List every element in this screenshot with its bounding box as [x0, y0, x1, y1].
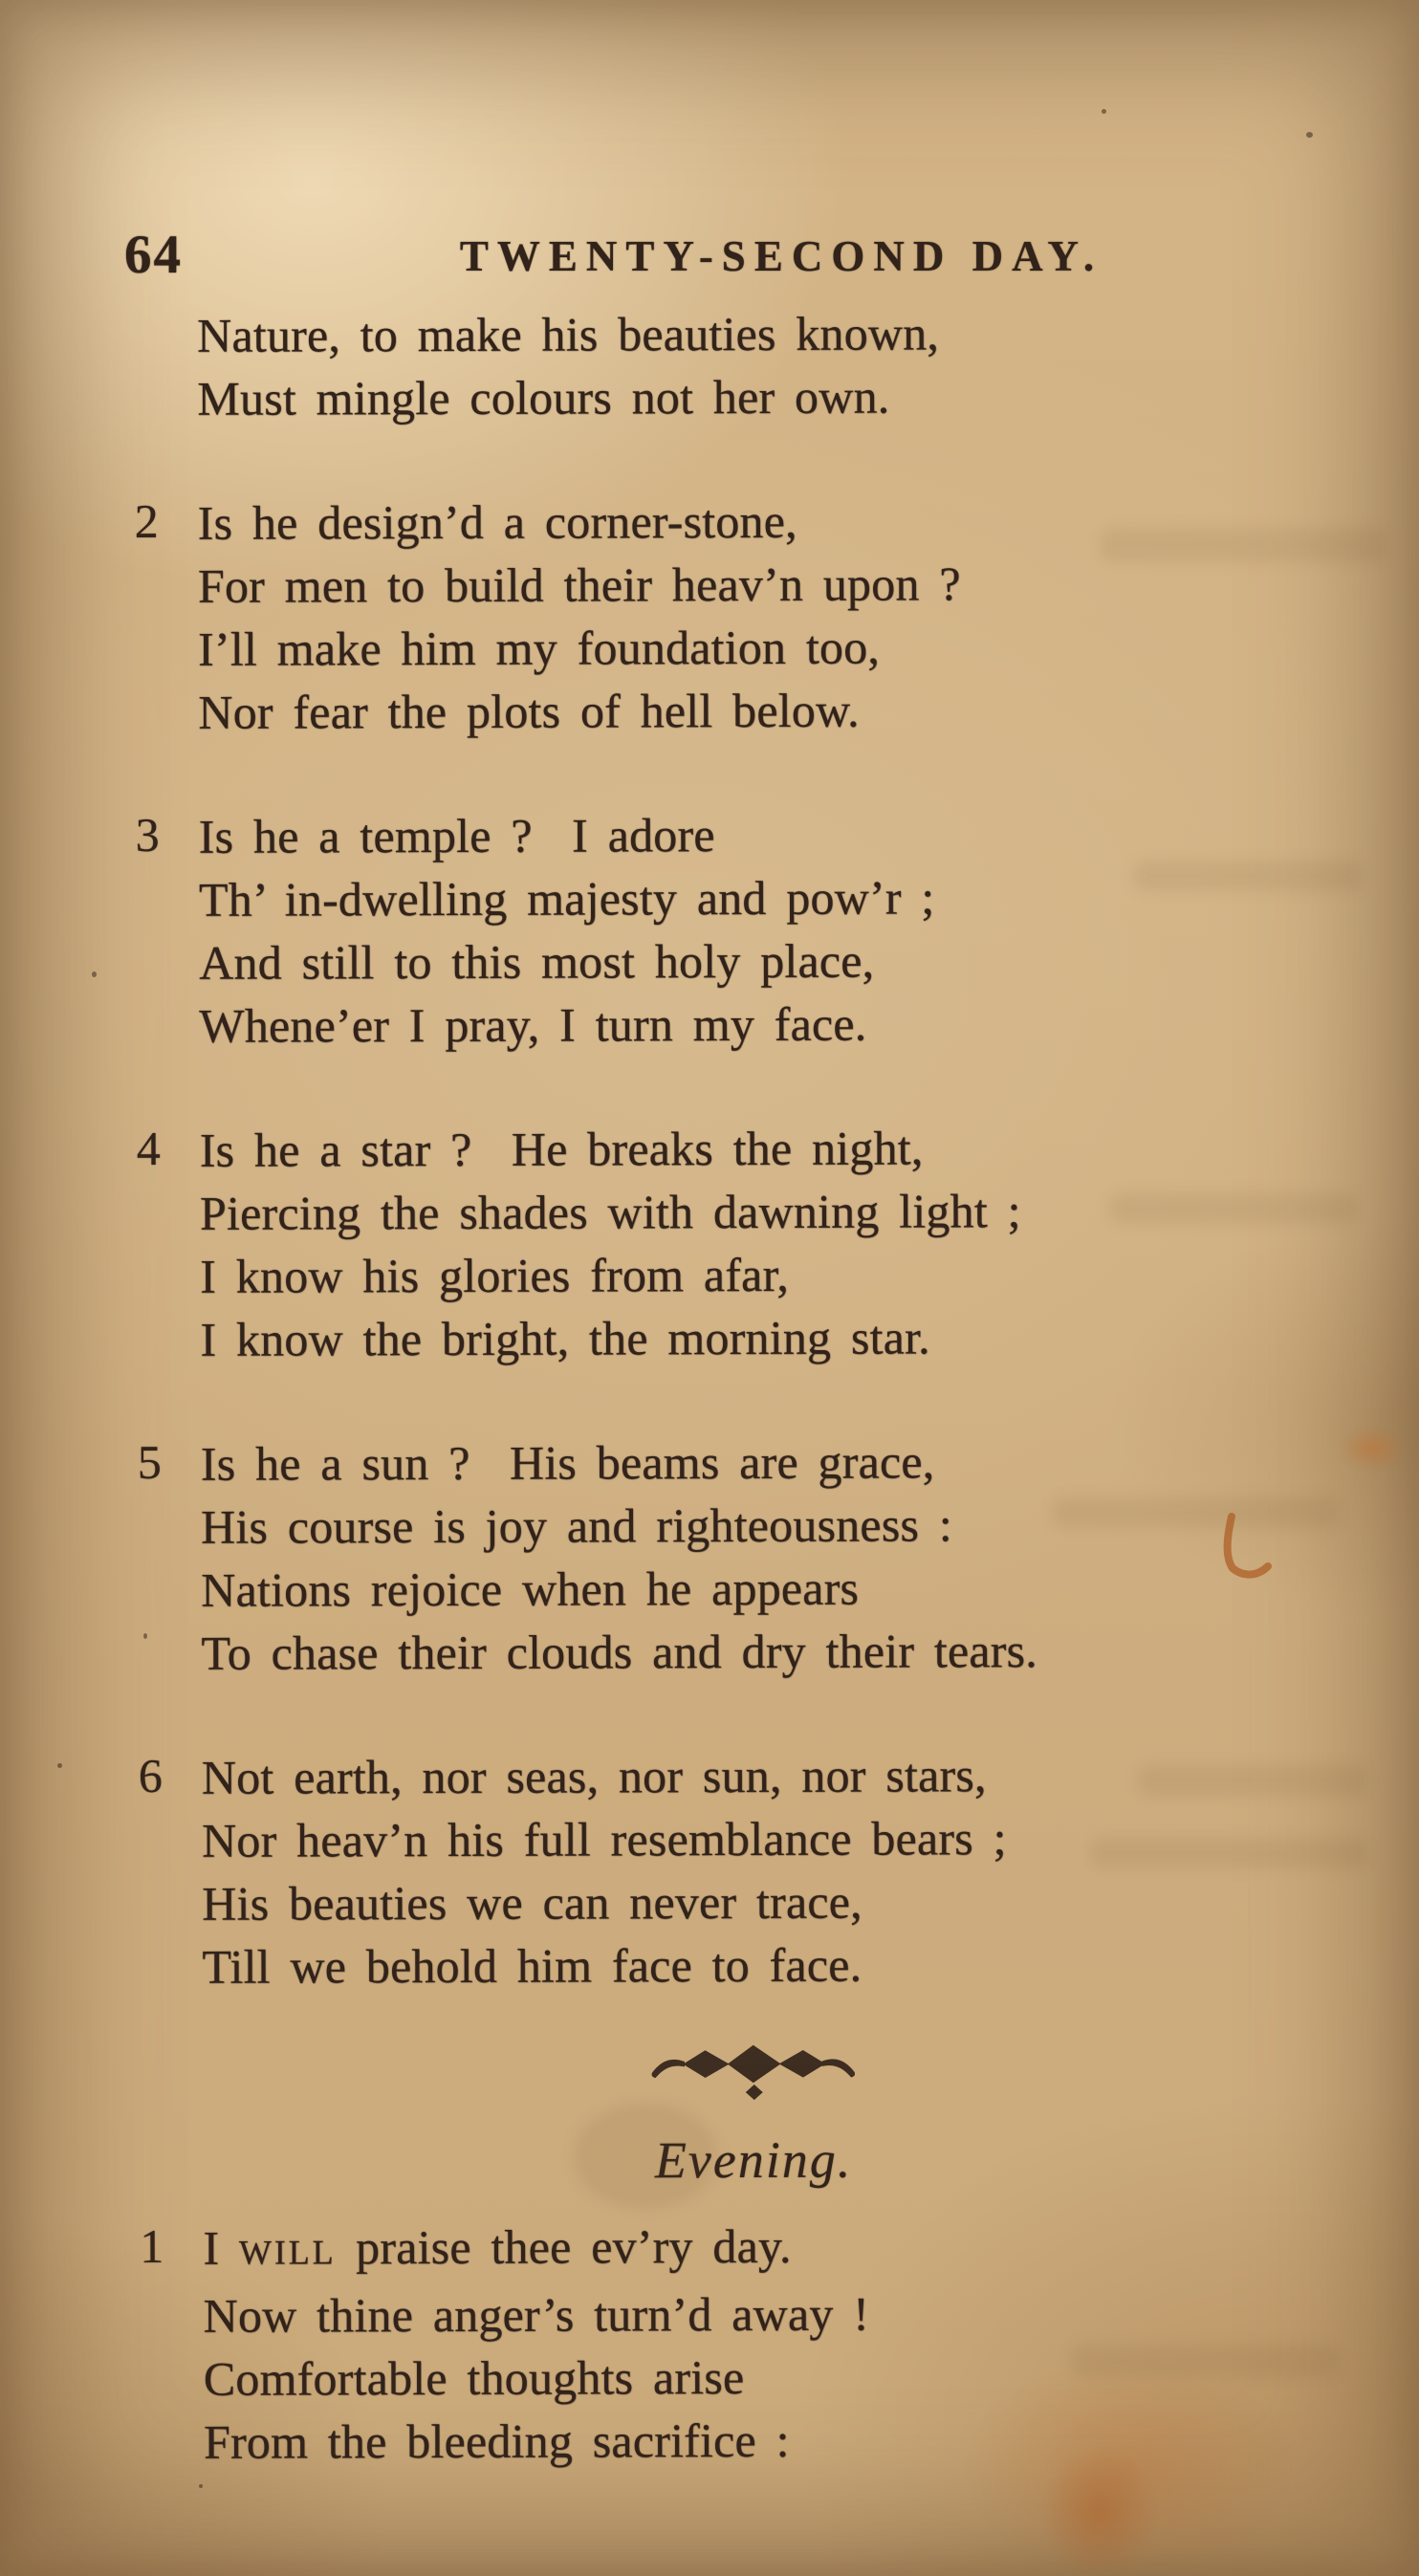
hymn-line: Must mingle colours not her own. — [197, 369, 890, 426]
hymn-line: Not earth, nor seas, nor sun, nor stars, — [201, 1748, 987, 1804]
hymn-stanza — [139, 1742, 1367, 1998]
stanza-number: 3 — [135, 807, 160, 862]
hymn-text-block — [134, 300, 1368, 2474]
hymn-line: Nature, to make his beauties known, — [197, 306, 940, 362]
ink-speck — [57, 1763, 62, 1768]
small-caps-word: WILL — [238, 2233, 337, 2272]
hymn-line: I know the bright, the morning star. — [200, 1310, 930, 1366]
hymn-stanza — [136, 801, 1364, 1058]
hymn-line: And still to this most holy place, — [199, 933, 875, 990]
ink-speck — [1306, 132, 1313, 138]
section-divider-ornament — [650, 2035, 857, 2103]
rust-scratch-mark — [1203, 1511, 1279, 1597]
ink-speck — [199, 2484, 203, 2488]
hymn-line: Th’ in-dwelling majesty and pow’r ; — [198, 870, 935, 927]
running-header — [0, 224, 1419, 300]
ink-speck — [143, 1633, 147, 1639]
stanza-continuation — [134, 300, 1362, 430]
hymn-line-fragment: I — [203, 2220, 240, 2275]
stanza-number: 1 — [140, 2218, 164, 2273]
hymn-line: I’ll make him my foundation too, — [198, 620, 881, 676]
hymn-stanza — [137, 1115, 1365, 1371]
hymn-line: Is he a sun ? His beams are grace, — [200, 1434, 935, 1491]
evening-section-heading: Evening. — [654, 2130, 853, 2190]
stanza-number: 5 — [137, 1434, 162, 1489]
hymn-line: Piercing the shades with dawning light ; — [199, 1184, 1021, 1240]
hymn-line: From the bleeding sacrifice : — [203, 2412, 790, 2469]
hymn-line: Nor fear the plots of hell below. — [198, 683, 860, 739]
hymn-line: Comfortable thoughts arise — [203, 2350, 745, 2406]
ink-speck — [1102, 109, 1106, 114]
hymn-line: Nations rejoice when he appears — [201, 1561, 860, 1617]
hymn-stanza — [138, 1429, 1366, 1685]
page-number: 64 — [124, 225, 183, 285]
stanza-number: 2 — [134, 493, 159, 548]
hymn-line: To chase their clouds and dry their tears. — [201, 1624, 1038, 1680]
ink-speck — [92, 971, 97, 977]
running-header-title: TWENTY-SECOND DAY. — [459, 232, 1103, 280]
hymn-line: His beauties we can never trace, — [202, 1874, 862, 1931]
hymn-line: Is he a temple ? I adore — [198, 808, 715, 863]
hymn-line: For men to build their heav’n upon ? — [197, 557, 961, 613]
stanza-number: 6 — [138, 1748, 163, 1802]
stanza-number: 4 — [136, 1121, 161, 1175]
hymn-line — [203, 2213, 1367, 2284]
hymn-stanza — [140, 2213, 1368, 2474]
hymn-line-fragment: praise thee ev’ry day. — [336, 2218, 792, 2275]
hymn-stanza — [135, 488, 1364, 744]
hymn-line: Whene’er I pray, I turn my face. — [199, 996, 867, 1053]
hymn-line: Is he a star ? He breaks the night, — [199, 1121, 924, 1177]
hymn-line: Till we behold him face to face. — [202, 1937, 862, 1994]
hymn-line: Nor heav’n his full resemblance bears ; — [201, 1811, 1007, 1867]
hymn-line: Is he design’d a corner-stone, — [197, 493, 797, 550]
hymn-line: I know his glories from afar, — [200, 1247, 790, 1303]
hymn-line: His course is joy and righteousness : — [200, 1497, 952, 1554]
hymn-line: Now thine anger’s turn’d away ! — [203, 2286, 870, 2343]
